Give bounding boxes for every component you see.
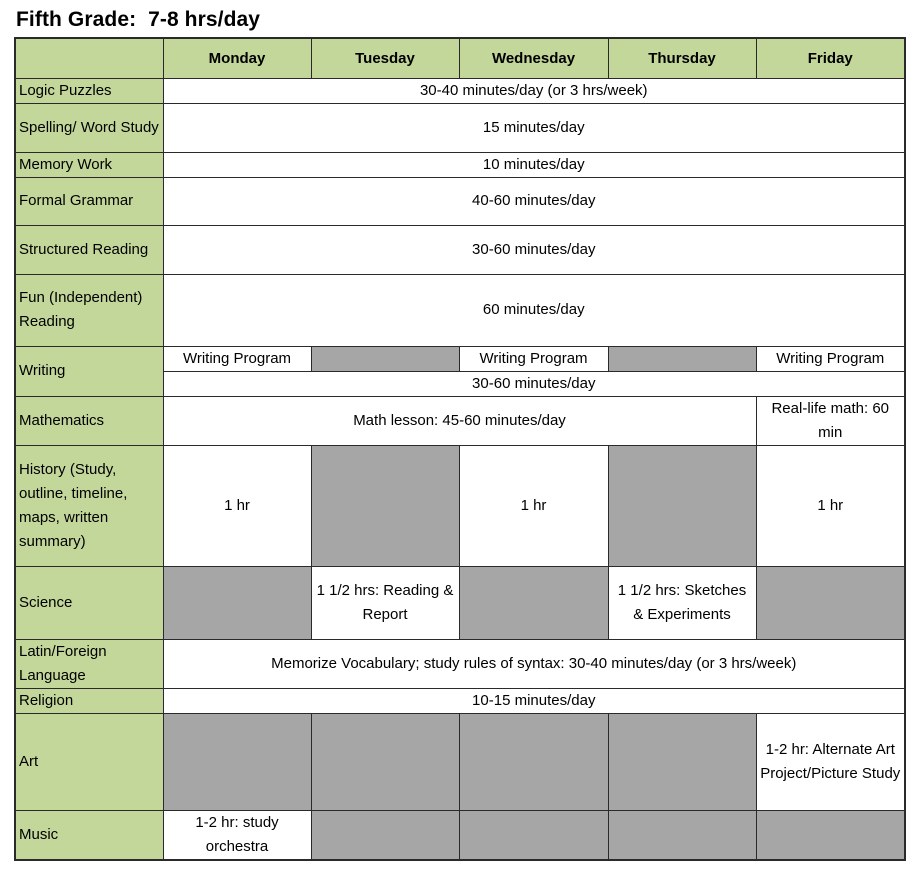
subject-memory-work: Memory Work xyxy=(15,152,163,177)
subject-formal-grammar: Formal Grammar xyxy=(15,177,163,225)
cell-writing-daily: 30-60 minutes/day xyxy=(163,371,905,396)
cell-art-monday-empty xyxy=(163,713,311,810)
subject-history: History (Study, outline, timeline, maps, written summary) xyxy=(15,445,163,566)
cell-history-tuesday-empty xyxy=(311,445,459,566)
cell-math-real-life: Real-life math: 60 min xyxy=(756,396,905,445)
cell-art-wednesday-empty xyxy=(459,713,608,810)
cell-writing-wednesday: Writing Program xyxy=(459,346,608,371)
row-history xyxy=(15,445,905,566)
day-header-wednesday: Wednesday xyxy=(459,38,608,78)
cell-writing-friday: Writing Program xyxy=(756,346,905,371)
subject-science: Science xyxy=(15,566,163,639)
cell-history-thursday-empty xyxy=(608,445,756,566)
cell-formal-grammar: 40-60 minutes/day xyxy=(163,177,905,225)
row-fun-reading xyxy=(15,274,905,346)
row-latin xyxy=(15,639,905,688)
cell-science-tuesday: 1 1/2 hrs: Reading & Report xyxy=(311,566,459,639)
subject-music: Music xyxy=(15,810,163,860)
day-header-tuesday: Tuesday xyxy=(311,38,459,78)
page-title: Fifth Grade: 7-8 hrs/day xyxy=(16,8,261,31)
cell-art-tuesday-empty xyxy=(311,713,459,810)
day-header-friday: Friday xyxy=(756,38,905,78)
cell-music-friday-empty xyxy=(756,810,905,860)
schedule-table xyxy=(14,37,906,861)
cell-history-monday: 1 hr xyxy=(163,445,311,566)
row-music xyxy=(15,810,905,860)
row-logic-puzzles xyxy=(15,78,905,103)
cell-art-thursday-empty xyxy=(608,713,756,810)
subject-religion: Religion xyxy=(15,688,163,713)
row-memory-work xyxy=(15,152,905,177)
cell-history-wednesday: 1 hr xyxy=(459,445,608,566)
row-art xyxy=(15,713,905,810)
cell-history-friday: 1 hr xyxy=(756,445,905,566)
cell-science-friday-empty xyxy=(756,566,905,639)
row-spelling xyxy=(15,103,905,152)
cell-writing-tuesday-empty xyxy=(311,346,459,371)
row-writing xyxy=(15,346,905,371)
cell-science-thursday: 1 1/2 hrs: Sketches & Experiments xyxy=(608,566,756,639)
subject-fun-reading: Fun (Independent) Reading xyxy=(15,274,163,346)
cell-music-thursday-empty xyxy=(608,810,756,860)
subject-structured-reading: Structured Reading xyxy=(15,225,163,274)
subject-latin: Latin/Foreign Language xyxy=(15,639,163,688)
subject-art: Art xyxy=(15,713,163,810)
row-religion xyxy=(15,688,905,713)
cell-logic-puzzles: 30-40 minutes/day (or 3 hrs/week) xyxy=(163,78,905,103)
row-science xyxy=(15,566,905,639)
row-structured-reading xyxy=(15,225,905,274)
header-row xyxy=(15,38,905,78)
row-formal-grammar xyxy=(15,177,905,225)
cell-writing-thursday-empty xyxy=(608,346,756,371)
cell-math-lesson: Math lesson: 45-60 minutes/day xyxy=(163,396,756,445)
cell-spelling: 15 minutes/day xyxy=(163,103,905,152)
cell-structured-reading: 30-60 minutes/day xyxy=(163,225,905,274)
cell-science-wednesday-empty xyxy=(459,566,608,639)
cell-latin: Memorize Vocabulary; study rules of syntax: 30-40 minutes/day (or 3 hrs/week) xyxy=(163,639,905,688)
cell-music-wednesday-empty xyxy=(459,810,608,860)
corner-cell xyxy=(15,38,163,78)
day-header-thursday: Thursday xyxy=(608,38,756,78)
subject-writing: Writing xyxy=(15,346,163,396)
subject-logic-puzzles: Logic Puzzles xyxy=(15,78,163,103)
day-header-monday: Monday xyxy=(163,38,311,78)
row-mathematics xyxy=(15,396,905,445)
subject-mathematics: Mathematics xyxy=(15,396,163,445)
subject-spelling: Spelling/ Word Study xyxy=(15,103,163,152)
cell-memory-work: 10 minutes/day xyxy=(163,152,905,177)
cell-art-friday: 1-2 hr: Alternate Art Project/Picture Study xyxy=(756,713,905,810)
cell-music-tuesday-empty xyxy=(311,810,459,860)
cell-religion: 10-15 minutes/day xyxy=(163,688,905,713)
cell-fun-reading: 60 minutes/day xyxy=(163,274,905,346)
cell-science-monday-empty xyxy=(163,566,311,639)
cell-music-monday: 1-2 hr: study orchestra xyxy=(163,810,311,860)
cell-writing-monday: Writing Program xyxy=(163,346,311,371)
